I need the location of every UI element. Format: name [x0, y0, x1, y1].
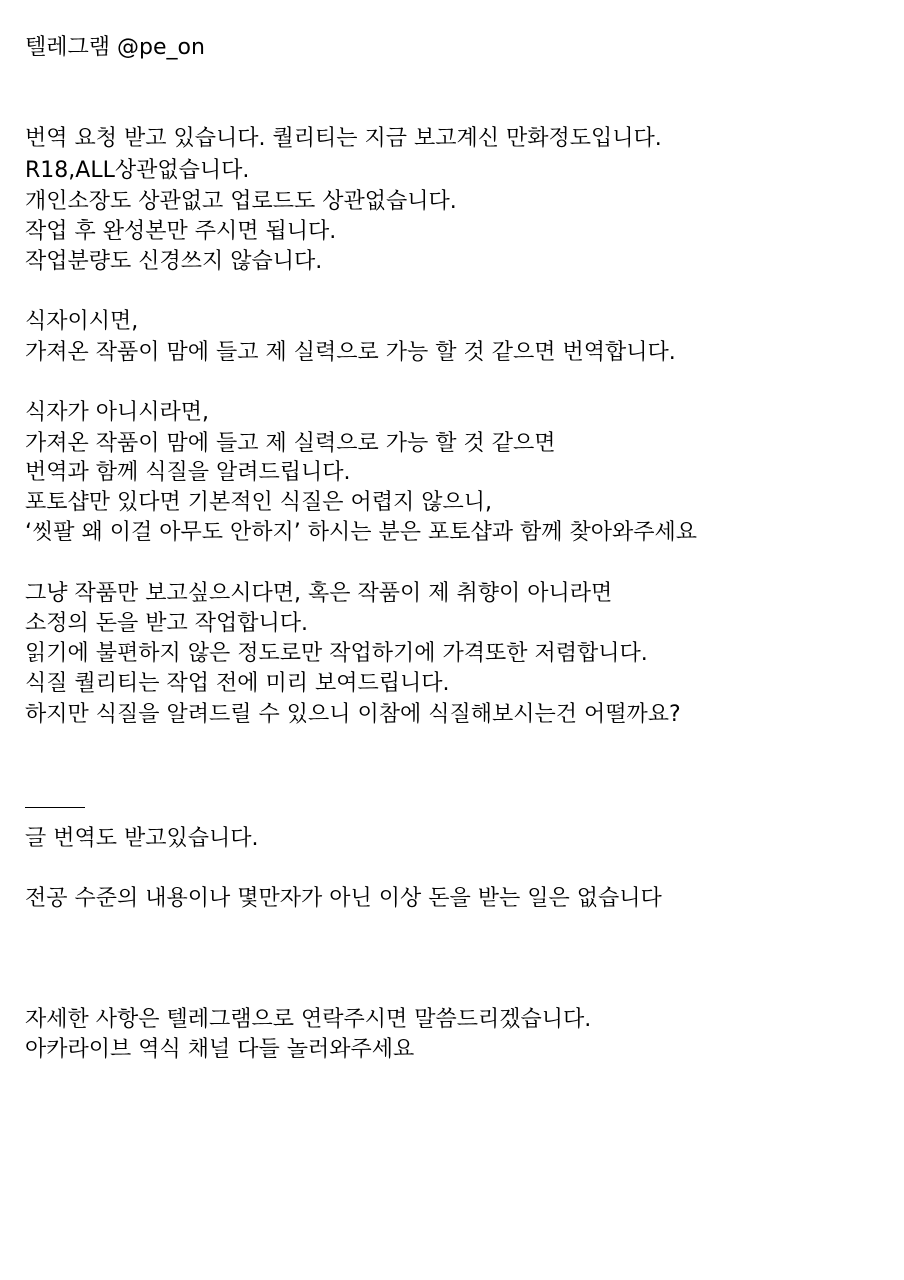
reader-line: 식질 퀄리티는 작업 전에 미리 보여드립니다. — [25, 671, 450, 696]
text-translation-line: 전공 수준의 내용이나 몇만자가 아닌 이상 돈을 받는 일은 없습니다 — [25, 886, 662, 911]
reader-line: 읽기에 불편하지 않은 정도로만 작업하기에 가격또한 저렴합니다. — [25, 641, 648, 666]
reader-line: 하지만 식질을 알려드릴 수 있으니 이참에 식질해보시는건 어떨까요? — [25, 702, 681, 727]
intro-line: 작업 후 완성본만 주시면 됩니다. — [25, 219, 337, 244]
text-translation-line: 글 번역도 받고있습니다. — [25, 826, 259, 851]
section-divider — [25, 807, 85, 808]
intro-line: 작업분량도 신경쓰지 않습니다. — [25, 249, 323, 274]
intro-line: 개인소장도 상관없고 업로드도 상관없습니다. — [25, 189, 457, 214]
reader-line: 그냥 작품만 보고싶으시다면, 혹은 작품이 제 취향이 아니라면 — [25, 581, 613, 606]
typesetter-line: 가져온 작품이 맘에 들고 제 실력으로 가능 할 것 같으면 번역합니다. — [25, 340, 676, 365]
typesetter-line: 식자이시면, — [25, 309, 139, 334]
non-typesetter-line: ‘씻팔 왜 이걸 아무도 안하지’ 하시는 분은 포토샵과 함께 찾아와주세요 — [25, 520, 697, 545]
page-header: 텔레그램 @pe_on — [25, 35, 205, 60]
non-typesetter-line: 포토샵만 있다면 기본적인 식질은 어렵지 않으니, — [25, 490, 493, 515]
intro-line: 번역 요청 받고 있습니다. 퀄리티는 지금 보고계신 만화정도입니다. — [25, 126, 662, 151]
intro-line: R18,ALL상관없습니다. — [25, 158, 250, 183]
non-typesetter-line: 가져온 작품이 맘에 들고 제 실력으로 가능 할 것 같으면 — [25, 431, 556, 456]
contact-line: 자세한 사항은 텔레그램으로 연락주시면 말씀드리겠습니다. — [25, 1007, 592, 1032]
contact-line: 아카라이브 역식 채널 다들 놀러와주세요 — [25, 1037, 415, 1062]
non-typesetter-line: 식자가 아니시라면, — [25, 400, 210, 425]
non-typesetter-line: 번역과 함께 식질을 알려드립니다. — [25, 460, 351, 485]
reader-line: 소정의 돈을 받고 작업합니다. — [25, 611, 308, 636]
